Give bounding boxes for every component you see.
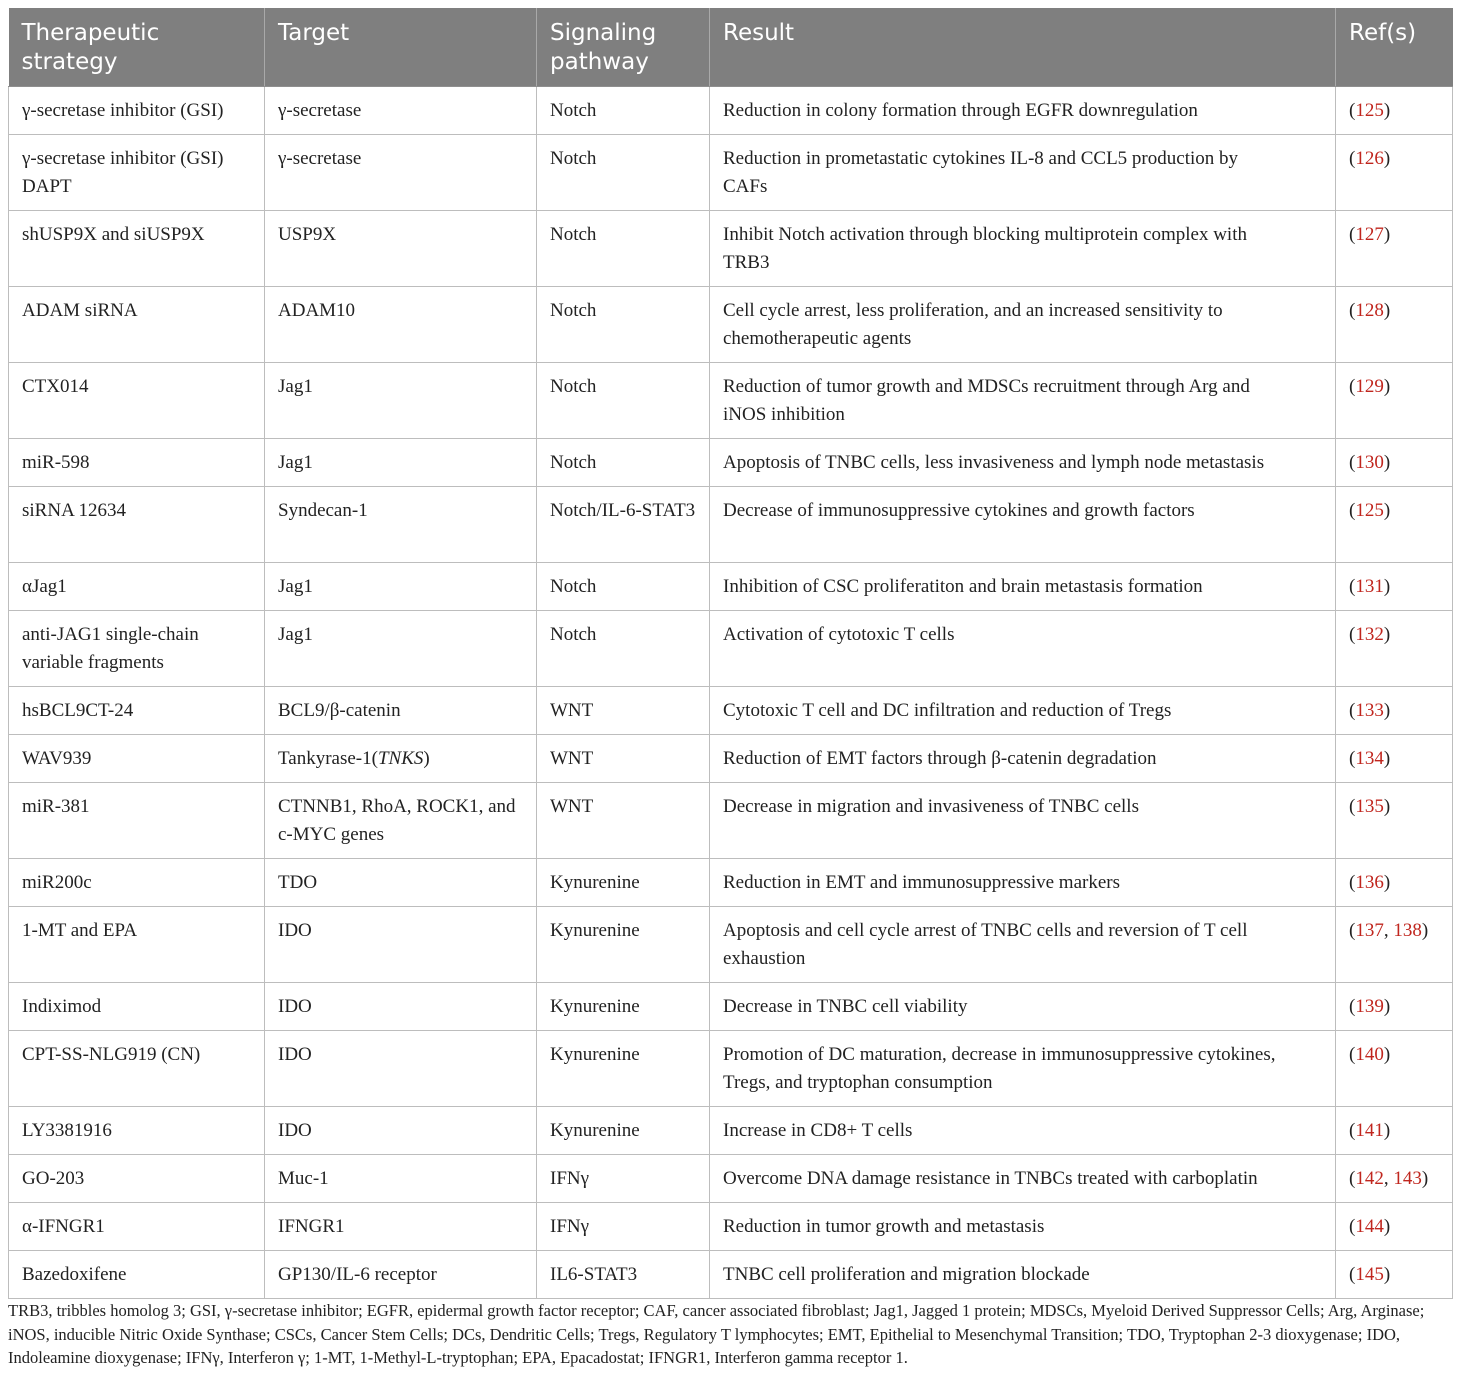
reference-link[interactable]: 127 [1355,224,1384,245]
cell-pathway: Notch [537,363,710,439]
cell-refs: (125) [1336,487,1453,563]
cell-refs: (131) [1336,563,1453,611]
table-row [9,211,1453,287]
cell-strategy: 1-MT and EPA [9,907,265,983]
table-row [9,1031,1453,1107]
cell-strategy: αJag1 [9,563,265,611]
cell-result: Reduction in EMT and immunosuppressive markers [710,859,1336,907]
table-row [9,1251,1453,1299]
target-text-after: ) [423,748,430,769]
reference-link[interactable]: 144 [1355,1216,1384,1237]
cell-strategy: siRNA 12634 [9,487,265,563]
cell-refs: (134) [1336,735,1453,783]
cell-result: Increase in CD8+ T cells [710,1107,1336,1155]
table-row [9,983,1453,1031]
cell-refs: (144) [1336,1203,1453,1251]
cell-refs: (125) [1336,87,1453,135]
cell-target: γ-secretase [265,135,537,211]
reference-link[interactable]: 142 [1355,1168,1384,1189]
table-row [9,287,1453,363]
cell-result: Decrease of immunosuppressive cytokines and growth factors [710,487,1336,563]
cell-pathway: Notch [537,287,710,363]
cell-result: Apoptosis of TNBC cells, less invasiveness and lymph node metastasis [710,439,1336,487]
cell-result: TNBC cell proliferation and migration blockade [710,1251,1336,1299]
cell-target [265,735,537,783]
reference-link[interactable]: 135 [1355,796,1384,817]
cell-strategy: LY3381916 [9,1107,265,1155]
table-row [9,563,1453,611]
cell-result: Inhibition of CSC proliferatiton and brain metastasis formation [710,563,1336,611]
cell-pathway: Kynurenine [537,859,710,907]
reference-link[interactable]: 139 [1355,996,1384,1017]
cell-refs: (129) [1336,363,1453,439]
cell-pathway: IFNγ [537,1155,710,1203]
cell-refs: (137, 138) [1336,907,1453,983]
table-row [9,1107,1453,1155]
cell-pathway: Kynurenine [537,907,710,983]
cell-result: Decrease in migration and invasiveness of TNBC cells [710,783,1336,859]
column-header-target: Target [265,8,537,87]
cell-target: Jag1 [265,439,537,487]
cell-target: γ-secretase [265,87,537,135]
column-header-strategy: Therapeutic strategy [9,8,265,87]
cell-refs: (130) [1336,439,1453,487]
cell-refs: (139) [1336,983,1453,1031]
reference-link[interactable]: 136 [1355,872,1384,893]
table-row [9,487,1453,563]
column-header-refs: Ref(s) [1336,8,1453,87]
cell-target: Syndecan-1 [265,487,537,563]
reference-link[interactable]: 143 [1393,1168,1422,1189]
cell-strategy: hsBCL9CT-24 [9,687,265,735]
table-row [9,783,1453,859]
cell-result: Reduction in colony formation through EGFR downregulation [710,87,1336,135]
cell-pathway: IL6-STAT3 [537,1251,710,1299]
reference-link[interactable]: 125 [1355,100,1384,121]
cell-strategy: shUSP9X and siUSP9X [9,211,265,287]
cell-result: Overcome DNA damage resistance in TNBCs treated with carboplatin [710,1155,1336,1203]
table-row [9,87,1453,135]
cell-result: Apoptosis and cell cycle arrest of TNBC cells and reversion of T cell exhaustion [710,907,1336,983]
cell-target: Jag1 [265,563,537,611]
cell-pathway: Notch [537,211,710,287]
cell-result: Cytotoxic T cell and DC infiltration and reduction of Tregs [710,687,1336,735]
cell-strategy: Bazedoxifene [9,1251,265,1299]
cell-pathway: Kynurenine [537,1031,710,1107]
reference-link[interactable]: 131 [1355,576,1384,597]
table-header-row [9,8,1453,87]
table-row [9,135,1453,211]
table-row [9,1155,1453,1203]
cell-strategy: α-IFNGR1 [9,1203,265,1251]
reference-link[interactable]: 140 [1355,1044,1384,1065]
cell-target: IDO [265,1107,537,1155]
table-row [9,687,1453,735]
reference-link[interactable]: 138 [1393,920,1422,941]
reference-link[interactable]: 125 [1355,500,1384,521]
table-container [8,8,1452,1299]
cell-target: IDO [265,983,537,1031]
cell-result: Reduction of EMT factors through β-catenin degradation [710,735,1336,783]
cell-target: Jag1 [265,363,537,439]
cell-target: IDO [265,1031,537,1107]
cell-strategy: miR200c [9,859,265,907]
cell-refs: (132) [1336,611,1453,687]
reference-link[interactable]: 129 [1355,376,1384,397]
column-header-result: Result [710,8,1336,87]
table-row [9,363,1453,439]
reference-link[interactable]: 141 [1355,1120,1384,1141]
reference-link[interactable]: 130 [1355,452,1384,473]
cell-pathway: Kynurenine [537,1107,710,1155]
reference-link[interactable]: 133 [1355,700,1384,721]
cell-pathway: Notch [537,87,710,135]
cell-target: Muc-1 [265,1155,537,1203]
cell-refs: (141) [1336,1107,1453,1155]
cell-target: TDO [265,859,537,907]
cell-result: Reduction in tumor growth and metastasis [710,1203,1336,1251]
cell-strategy: ADAM siRNA [9,287,265,363]
cell-result: Cell cycle arrest, less proliferation, and an increased sensitivity to chemotherapeutic agents [710,287,1336,363]
cell-target: ADAM10 [265,287,537,363]
reference-link[interactable]: 145 [1355,1264,1384,1285]
cell-pathway: WNT [537,783,710,859]
column-header-pathway: Signaling pathway [537,8,710,87]
cell-strategy: CTX014 [9,363,265,439]
cell-pathway: Notch [537,135,710,211]
cell-strategy: γ-secretase inhibitor (GSI) DAPT [9,135,265,211]
cell-target: IDO [265,907,537,983]
cell-refs: (140) [1336,1031,1453,1107]
reference-link[interactable]: 128 [1355,300,1384,321]
cell-result: Inhibit Notch activation through blocking multiprotein complex with TRB3 [710,211,1336,287]
cell-refs: (128) [1336,287,1453,363]
reference-link[interactable]: 126 [1355,148,1384,169]
table-row [9,859,1453,907]
therapeutic-strategies-table [8,8,1453,1299]
cell-strategy: γ-secretase inhibitor (GSI) [9,87,265,135]
cell-pathway: WNT [537,735,710,783]
cell-pathway: IFNγ [537,1203,710,1251]
cell-refs: (135) [1336,783,1453,859]
cell-pathway: Kynurenine [537,983,710,1031]
table-footnote: TRB3, tribbles homolog 3; GSI, γ-secretase inhibitor; EGFR, epidermal growth factor receptor; CAF, cancer associated fibroblast; Jag1, Jagged 1 protein; MDSCs, Myeloid Derived Suppressor Cells; Arg, Arginase; iNOS, inducible Nitric Oxide Synthase; CSCs, Cancer Stem Cells; DCs, Dendritic Cells; Tregs, Regulatory T lymphocytes; EMT, Epithelial to Mesenchymal Transition; TDO, Tryptophan 2-3 dioxygenase; IDO, Indoleamine dioxygenase; IFNγ, Interferon γ; 1-MT, 1-Methyl-L-tryptophan; EPA, Epacadostat; IFNGR1, Interferon gamma receptor 1. [8,1301,1425,1367]
cell-strategy: CPT-SS-NLG919 (CN) [9,1031,265,1107]
cell-target: CTNNB1, RhoA, ROCK1, and c-MYC genes [265,783,537,859]
cell-result: Decrease in TNBC cell viability [710,983,1336,1031]
table-row [9,1203,1453,1251]
cell-strategy: GO-203 [9,1155,265,1203]
cell-target: GP130/IL-6 receptor [265,1251,537,1299]
cell-result: Promotion of DC maturation, decrease in immunosuppressive cytokines, Tregs, and tryptophan consumption [710,1031,1336,1107]
table-row [9,907,1453,983]
cell-strategy: miR-598 [9,439,265,487]
cell-refs: (133) [1336,687,1453,735]
cell-target: USP9X [265,211,537,287]
cell-strategy: miR-381 [9,783,265,859]
cell-result: Reduction in prometastatic cytokines IL-8 and CCL5 production by CAFs [710,135,1336,211]
cell-result: Activation of cytotoxic T cells [710,611,1336,687]
cell-refs: (145) [1336,1251,1453,1299]
cell-pathway: Notch [537,439,710,487]
cell-pathway: Notch [537,563,710,611]
reference-link[interactable]: 134 [1355,748,1384,769]
target-text: Tankyrase-1( [278,748,378,769]
cell-strategy: anti-JAG1 single-chain variable fragments [9,611,265,687]
table-row [9,611,1453,687]
reference-link[interactable]: 137 [1355,920,1384,941]
cell-refs: (136) [1336,859,1453,907]
cell-result: Reduction of tumor growth and MDSCs recruitment through Arg and iNOS inhibition [710,363,1336,439]
table-body [9,87,1453,1299]
cell-strategy: WAV939 [9,735,265,783]
table-row [9,735,1453,783]
cell-target: IFNGR1 [265,1203,537,1251]
cell-refs: (142, 143) [1336,1155,1453,1203]
target-gene-italic: TNKS [377,748,424,769]
cell-target: BCL9/β-catenin [265,687,537,735]
reference-link[interactable]: 132 [1355,624,1384,645]
cell-pathway: Notch/IL-6-STAT3 [537,487,710,563]
cell-strategy: Indiximod [9,983,265,1031]
cell-refs: (127) [1336,211,1453,287]
cell-target: Jag1 [265,611,537,687]
cell-pathway: WNT [537,687,710,735]
cell-refs: (126) [1336,135,1453,211]
table-row [9,439,1453,487]
cell-pathway: Notch [537,611,710,687]
